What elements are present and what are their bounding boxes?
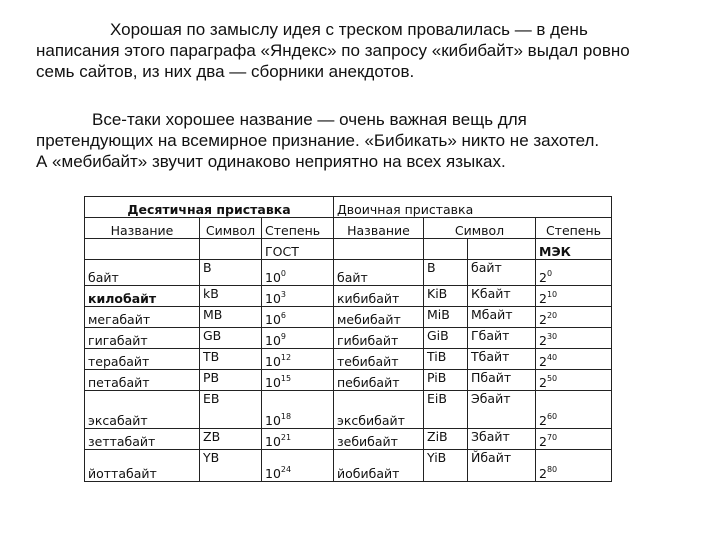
paragraph-line: А «мебибайт» звучит одинаково неприятно на всех языках.: [36, 152, 506, 171]
iec-symbol-text: GiB: [427, 328, 449, 343]
iec-symbol: [424, 429, 468, 450]
binary-power: [536, 307, 612, 328]
power-exponent: 40: [546, 353, 558, 362]
decimal-symbol: [200, 450, 262, 482]
table-row: [85, 328, 612, 349]
binary-power: [536, 349, 612, 370]
table-row: [85, 307, 612, 328]
table-row: [85, 260, 612, 286]
iec-symbol-text: MiB: [427, 307, 450, 322]
decimal-symbol: [200, 307, 262, 328]
gost-symbol-text: Йбайт: [471, 450, 512, 465]
gost-symbol-text: Мбайт: [471, 307, 513, 322]
binary-power: [536, 286, 612, 307]
paragraph-line: семь сайтов, из них два — сборники анекдотов.: [36, 62, 415, 81]
paragraph-line: претендующих на всемирное признание. «Бибикать» никто не захотел.: [36, 131, 600, 150]
iec-symbol: [424, 349, 468, 370]
iec-symbol: [424, 450, 468, 482]
decimal-name-text: терабайт: [88, 354, 150, 369]
binary-name-text: зебибайт: [337, 434, 398, 449]
binary-name: [334, 349, 424, 370]
power-exponent: 10: [546, 290, 558, 299]
power-exponent: 15: [280, 374, 292, 383]
header-binary-name: Название: [334, 218, 424, 239]
decimal-symbol: [200, 286, 262, 307]
binary-name-text: мебибайт: [337, 312, 401, 327]
decimal-name-text: килобайт: [88, 291, 157, 306]
power-base: 2: [539, 312, 547, 327]
gost-symbol-text: Гбайт: [471, 328, 510, 343]
decimal-symbol: [200, 328, 262, 349]
power-exponent: 30: [546, 332, 558, 341]
decimal-name: [85, 328, 200, 349]
decimal-symbol: [200, 429, 262, 450]
header-binary-power: Степень: [536, 218, 612, 239]
header-gost: ГОСТ: [262, 239, 334, 260]
decimal-power: [262, 328, 334, 349]
gost-symbol-text: Эбайт: [471, 391, 511, 406]
power-base: 2: [539, 375, 547, 390]
power-exponent: 21: [280, 433, 292, 442]
decimal-symbol-text: PB: [203, 370, 220, 385]
decimal-name: [85, 429, 200, 450]
power-exponent: 0: [280, 269, 286, 278]
binary-name-text: тебибайт: [337, 354, 399, 369]
power-base: 2: [539, 333, 547, 348]
binary-power: [536, 260, 612, 286]
power-base: 10: [265, 434, 281, 449]
table-row: [85, 450, 612, 482]
power-exponent: 3: [280, 290, 286, 299]
binary-name: [334, 286, 424, 307]
power-base: 2: [539, 434, 547, 449]
binary-name-text: эксбибайт: [337, 413, 405, 428]
decimal-symbol-text: MB: [203, 307, 223, 322]
binary-name-text: йобибайт: [337, 466, 400, 481]
decimal-name-text: эксабайт: [88, 413, 148, 428]
gost-symbol-text: Збайт: [471, 429, 510, 444]
decimal-power: [262, 286, 334, 307]
decimal-name-text: гигабайт: [88, 333, 148, 348]
decimal-name-text: мегабайт: [88, 312, 151, 327]
iec-symbol-text: PiB: [427, 370, 447, 385]
paragraph-line: Все-таки хорошее название — очень важная вещь для: [92, 110, 527, 129]
power-exponent: 9: [280, 332, 286, 341]
table-row: [85, 286, 612, 307]
gost-symbol-text: Пбайт: [471, 370, 512, 385]
gost-symbol: [468, 450, 536, 482]
power-base: 2: [539, 413, 547, 428]
power-exponent: 60: [546, 412, 558, 421]
power-base: 10: [265, 291, 281, 306]
gost-symbol: [468, 429, 536, 450]
decimal-name: [85, 450, 200, 482]
binary-name-text: пебибайт: [337, 375, 400, 390]
paragraph-1: [36, 19, 696, 82]
power-base: 2: [539, 354, 547, 369]
decimal-power: [262, 307, 334, 328]
binary-name: [334, 260, 424, 286]
decimal-power: [262, 391, 334, 429]
decimal-symbol-text: ZB: [203, 429, 221, 444]
empty-cell: [85, 239, 200, 260]
paragraph-line: Хорошая по замыслу идея с треском провалилась — в день: [110, 20, 588, 39]
table-header-row-2: [85, 239, 612, 260]
decimal-symbol-text: EB: [203, 391, 220, 406]
binary-name: [334, 307, 424, 328]
decimal-name-text: байт: [88, 270, 119, 285]
power-exponent: 80: [546, 465, 558, 474]
iec-symbol-text: ZiB: [427, 429, 448, 444]
decimal-name: [85, 370, 200, 391]
header-iec: МЭК: [536, 239, 612, 260]
decimal-symbol: [200, 260, 262, 286]
decimal-symbol-text: YB: [203, 450, 220, 465]
gost-symbol: [468, 328, 536, 349]
iec-symbol-text: TiB: [427, 349, 447, 364]
header-power: Степень: [262, 218, 334, 239]
binary-name-text: гибибайт: [337, 333, 399, 348]
power-base: 10: [265, 354, 281, 369]
gost-symbol: [468, 307, 536, 328]
decimal-symbol: [200, 370, 262, 391]
decimal-symbol-text: kB: [203, 286, 219, 301]
table-header-row: [85, 218, 612, 239]
power-exponent: 6: [280, 311, 286, 320]
decimal-symbol-text: TB: [203, 349, 220, 364]
gost-symbol-text: Тбайт: [471, 349, 510, 364]
gost-symbol: [468, 349, 536, 370]
power-exponent: 18: [280, 412, 292, 421]
gost-symbol: [468, 260, 536, 286]
iec-symbol-text: KiB: [427, 286, 448, 301]
table-group-header-row: [85, 197, 612, 218]
byte-prefix-table: [84, 196, 612, 482]
binary-name: [334, 328, 424, 349]
decimal-name: [85, 349, 200, 370]
paragraph-2: [36, 109, 696, 172]
binary-name: [334, 450, 424, 482]
decimal-symbol: [200, 391, 262, 429]
decimal-name: [85, 307, 200, 328]
gost-symbol-text: байт: [471, 260, 502, 275]
decimal-power: [262, 429, 334, 450]
decimal-name-text: петабайт: [88, 375, 150, 390]
binary-name-text: кибибайт: [337, 291, 400, 306]
decimal-symbol: [200, 349, 262, 370]
iec-symbol: [424, 370, 468, 391]
iec-symbol: [424, 286, 468, 307]
table-row: [85, 391, 612, 429]
iec-symbol: [424, 307, 468, 328]
gost-symbol: [468, 370, 536, 391]
header-binary-symbol: Символ: [424, 218, 536, 239]
iec-symbol-text: YiB: [427, 450, 447, 465]
empty-cell: [468, 239, 536, 260]
decimal-prefix-header: Десятичная приставка: [85, 197, 334, 218]
binary-power: [536, 370, 612, 391]
power-base: 10: [265, 333, 281, 348]
power-base: 10: [265, 270, 281, 285]
empty-cell: [424, 239, 468, 260]
binary-power: [536, 450, 612, 482]
power-base: 10: [265, 375, 281, 390]
power-exponent: 20: [546, 311, 558, 320]
binary-power: [536, 429, 612, 450]
power-base: 10: [265, 413, 281, 428]
decimal-symbol-text: GB: [203, 328, 222, 343]
power-base: 10: [265, 312, 281, 327]
power-exponent: 0: [546, 269, 553, 278]
iec-symbol-text: B: [427, 260, 436, 275]
iec-symbol: [424, 328, 468, 349]
power-base: 2: [539, 466, 547, 481]
power-base: 2: [539, 270, 547, 285]
decimal-symbol-text: B: [203, 260, 212, 275]
gost-symbol-text: Кбайт: [471, 286, 511, 301]
binary-name: [334, 429, 424, 450]
decimal-power: [262, 260, 334, 286]
table-row: [85, 370, 612, 391]
table-row: [85, 349, 612, 370]
empty-cell: [200, 239, 262, 260]
gost-symbol: [468, 286, 536, 307]
power-exponent: 24: [280, 465, 292, 474]
gost-symbol: [468, 391, 536, 429]
table-row: [85, 429, 612, 450]
iec-symbol-text: EiB: [427, 391, 447, 406]
binary-power: [536, 328, 612, 349]
decimal-name: [85, 260, 200, 286]
binary-name: [334, 391, 424, 429]
power-exponent: 50: [546, 374, 558, 383]
iec-symbol: [424, 260, 468, 286]
binary-name-text: байт: [337, 270, 368, 285]
power-exponent: 12: [280, 353, 292, 362]
binary-name: [334, 370, 424, 391]
binary-prefix-header: Двоичная приставка: [334, 197, 612, 218]
power-base: 2: [539, 291, 547, 306]
decimal-name-text: зеттабайт: [88, 434, 156, 449]
table-body: [85, 197, 612, 482]
header-symbol: Символ: [200, 218, 262, 239]
power-base: 10: [265, 466, 281, 481]
header-name: Название: [85, 218, 200, 239]
power-exponent: 70: [546, 433, 558, 442]
empty-cell: [334, 239, 424, 260]
decimal-power: [262, 450, 334, 482]
decimal-power: [262, 370, 334, 391]
decimal-power: [262, 349, 334, 370]
iec-symbol: [424, 391, 468, 429]
binary-power: [536, 391, 612, 429]
decimal-name-text: йоттабайт: [88, 466, 157, 481]
decimal-name: [85, 391, 200, 429]
paragraph-line: написания этого параграфа «Яндекс» по запросу «кибибайт» выдал ровно: [36, 41, 630, 60]
decimal-name: [85, 286, 200, 307]
